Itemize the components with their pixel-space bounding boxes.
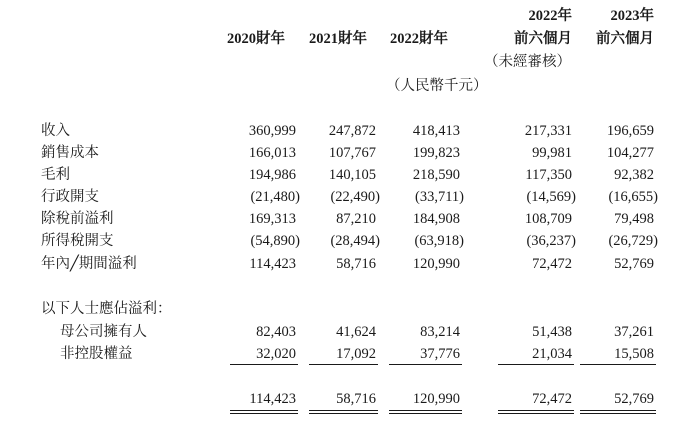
total-double-rule-top: [230, 410, 298, 411]
cell-fy2021: 41,624: [336, 324, 376, 340]
cell-fy2020: 169,313: [248, 211, 296, 227]
cell-fy2020: 82,403: [256, 324, 296, 340]
cell-fy2022: 120,990: [412, 391, 460, 407]
cell-fy2022: 418,413: [412, 123, 460, 139]
subtotal-rule: [498, 364, 574, 365]
subtotal-rule: [580, 364, 656, 365]
cell-h1-2022: 72,472: [532, 391, 572, 407]
cell-fy2022: 37,776: [420, 346, 460, 362]
total-double-rule-top: [389, 410, 462, 411]
cell-fy2022: (33,711): [415, 189, 464, 205]
cell-h1-2023: (26,729): [608, 233, 658, 249]
unit-note: （人民幣千元）: [386, 78, 488, 94]
header-fy2021: 2021財年: [309, 31, 367, 47]
cell-fy2022: 218,590: [412, 167, 460, 183]
cell-fy2022: 83,214: [420, 324, 460, 340]
total-double-rule-bottom: [389, 413, 462, 414]
cell-h1-2022: 217,331: [524, 123, 572, 139]
cell-fy2021: 17,092: [336, 346, 376, 362]
cell-h1-2023: 104,277: [606, 145, 654, 161]
row-label: 毛利: [41, 167, 70, 183]
header-2022-h1: 前六個月: [514, 31, 572, 47]
header-2023-year: 2023年: [610, 8, 654, 24]
row-label: 收入: [41, 123, 70, 139]
cell-h1-2023: 79,498: [614, 211, 654, 227]
cell-fy2022: 199,823: [412, 145, 460, 161]
header-2022-year: 2022年: [528, 8, 572, 24]
cell-fy2020: (54,890): [250, 233, 300, 249]
cell-fy2020: 32,020: [256, 346, 296, 362]
subtotal-rule: [230, 364, 298, 365]
row-label: 除稅前溢利: [41, 211, 114, 227]
header-fy2022: 2022財年: [390, 31, 448, 47]
cell-h1-2023: 37,261: [614, 324, 654, 340]
cell-fy2021: 107,767: [328, 145, 376, 161]
subtotal-rule: [389, 364, 462, 365]
total-double-rule-bottom: [580, 413, 656, 414]
cell-fy2020: 194,986: [248, 167, 296, 183]
subtotal-rule: [309, 364, 378, 365]
total-double-rule-bottom: [498, 413, 574, 414]
unaudited-note: （未經審核）: [484, 54, 571, 70]
cell-h1-2023: 15,508: [614, 346, 654, 362]
cell-fy2022: 184,908: [412, 211, 460, 227]
row-label: 銷售成本: [41, 145, 99, 161]
row-label: 行政開支: [41, 189, 99, 205]
cell-h1-2022: 21,034: [532, 346, 572, 362]
cell-h1-2022: (14,569): [526, 189, 576, 205]
header-fy2020: 2020財年: [227, 31, 285, 47]
cell-fy2020: 114,423: [249, 391, 296, 407]
cell-h1-2022: 108,709: [524, 211, 572, 227]
cell-fy2020: 166,013: [248, 145, 296, 161]
cell-fy2020: 114,423: [249, 256, 296, 272]
cell-h1-2023: 196,659: [606, 123, 654, 139]
row-label: 非控股權益: [60, 346, 133, 362]
cell-fy2021: 87,210: [336, 211, 376, 227]
cell-h1-2023: 92,382: [614, 167, 654, 183]
cell-fy2020: (21,480): [250, 189, 300, 205]
cell-fy2021: 58,716: [336, 391, 376, 407]
cell-h1-2022: 51,438: [532, 324, 572, 340]
cell-h1-2022: 117,350: [525, 167, 572, 183]
cell-fy2021: (28,494): [330, 233, 380, 249]
cell-h1-2022: 99,981: [532, 145, 572, 161]
row-label: 年內╱期間溢利: [41, 256, 137, 272]
cell-h1-2022: (36,237): [526, 233, 576, 249]
cell-h1-2023: 52,769: [614, 391, 654, 407]
cell-fy2022: 120,990: [412, 256, 460, 272]
cell-fy2021: 140,105: [328, 167, 376, 183]
cell-h1-2023: 52,769: [614, 256, 654, 272]
total-double-rule-top: [498, 410, 574, 411]
cell-fy2020: 360,999: [248, 123, 296, 139]
attributable-heading: 以下人士應佔溢利：: [41, 301, 172, 317]
cell-h1-2022: 72,472: [532, 256, 572, 272]
total-double-rule-top: [580, 410, 656, 411]
total-double-rule-bottom: [309, 413, 378, 414]
cell-fy2022: (63,918): [414, 233, 464, 249]
row-label: 母公司擁有人: [60, 324, 147, 340]
cell-fy2021: 58,716: [336, 256, 376, 272]
cell-h1-2023: (16,655): [608, 189, 658, 205]
cell-fy2021: (22,490): [330, 189, 380, 205]
total-double-rule-top: [309, 410, 378, 411]
row-label: 所得稅開支: [41, 233, 114, 249]
header-2023-h1: 前六個月: [596, 31, 654, 47]
total-double-rule-bottom: [230, 413, 298, 414]
cell-fy2021: 247,872: [328, 123, 376, 139]
